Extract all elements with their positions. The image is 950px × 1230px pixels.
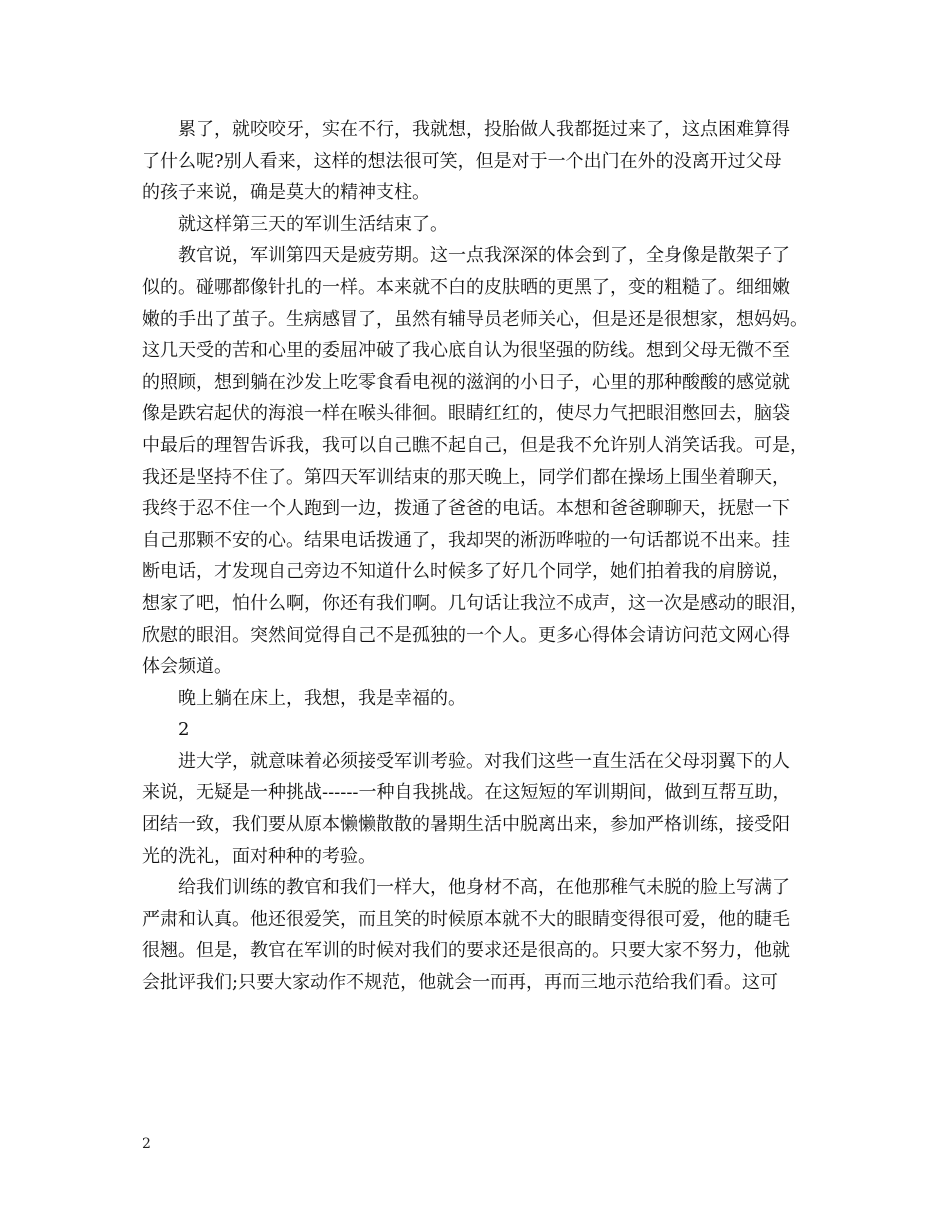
text-line: 就这样第三天的军训生活结束了。 bbox=[178, 213, 448, 235]
document-body bbox=[142, 114, 822, 999]
text-line: 给我们训练的教官和我们一样大，他身材不高，在他那稚气未脱的脸上写满了 bbox=[178, 877, 790, 899]
text-line: 2 bbox=[178, 719, 190, 741]
text-line: 断电话，才发现自己旁边不知道什么时候多了好几个同学，她们拍着我的肩膀说， bbox=[142, 561, 790, 583]
text-line: 像是跌宕起伏的海浪一样在喉头徘徊。眼睛红红的，使尽力气把眼泪憋回去，脑袋 bbox=[142, 403, 790, 425]
text-line: 严肃和认真。他还很爱笑，而且笑的时候原本就不大的眼睛变得很可爱，他的睫毛 bbox=[142, 908, 790, 930]
text-line: 的照顾，想到躺在沙发上吃零食看电视的滋润的小日子，心里的那种酸酸的感觉就 bbox=[142, 371, 790, 393]
text-line: 想家了吧，怕什么啊，你还有我们啊。几句话让我泣不成声，这一次是感动的眼泪， bbox=[142, 592, 808, 614]
page-number-footer: 2 bbox=[142, 1136, 151, 1152]
text-line: 我还是坚持不住了。第四天军训结束的那天晚上，同学们都在操场上围坐着聊天， bbox=[142, 466, 790, 488]
text-line: 自己那颗不安的心。结果电话拨通了，我却哭的淅沥哗啦的一句话都说不出来。挂 bbox=[142, 529, 790, 551]
text-line: 体会频道。 bbox=[142, 656, 232, 678]
text-line: 中最后的理智告诉我，我可以自己瞧不起自己，但是我不允许别人消笑话我。可是， bbox=[142, 434, 808, 456]
text-line: 会批评我们;只要大家动作不规范，他就会一而再，再而三地示范给我们看。这可 bbox=[142, 972, 779, 994]
text-line: 的孩子来说，确是莫大的精神支柱。 bbox=[142, 182, 430, 204]
text-line: 教官说，军训第四天是疲劳期。这一点我深深的体会到了，全身像是散架子了 bbox=[178, 245, 790, 267]
text-line: 光的洗礼，面对种种的考验。 bbox=[142, 845, 376, 867]
text-line: 晚上躺在床上，我想，我是幸福的。 bbox=[178, 687, 466, 709]
text-line: 我终于忍不住一个人跑到一边，拨通了爸爸的电话。本想和爸爸聊聊天，抚慰一下 bbox=[142, 498, 790, 520]
text-line: 欣慰的眼泪。突然间觉得自己不是孤独的一个人。更多心得体会请访问范文网心得 bbox=[142, 624, 790, 646]
text-line: 这几天受的苦和心里的委屈冲破了我心底自认为很坚强的防线。想到父母无微不至 bbox=[142, 340, 790, 362]
text-line: 很翘。但是，教官在军训的时候对我们的要求还是很高的。只要大家不努力，他就 bbox=[142, 940, 790, 962]
text-line: 来说，无疑是一种挑战------一种自我挑战。在这短短的军训期间，做到互帮互助， bbox=[142, 782, 791, 804]
text-line: 团结一致，我们要从原本懒懒散散的暑期生活中脱离出来，参加严格训练，接受阳 bbox=[142, 814, 790, 836]
text-line: 累了，就咬咬牙，实在不行，我就想，投胎做人我都挺过来了，这点困难算得 bbox=[178, 119, 790, 140]
text-line: 嫩的手出了茧子。生病感冒了，虽然有辅导员老师关心，但是还是很想家，想妈妈。 bbox=[142, 308, 808, 330]
text-line: 了什么呢?别人看来，这样的想法很可笑，但是对于一个出门在外的没离开过父母 bbox=[142, 150, 782, 172]
text-line: 进大学，就意味着必须接受军训考验。对我们这些一直生活在父母羽翼下的人 bbox=[178, 750, 790, 772]
text-line: 似的。碰哪都像针扎的一样。本来就不白的皮肤晒的更黑了，变的粗糙了。细细嫩 bbox=[142, 276, 790, 298]
